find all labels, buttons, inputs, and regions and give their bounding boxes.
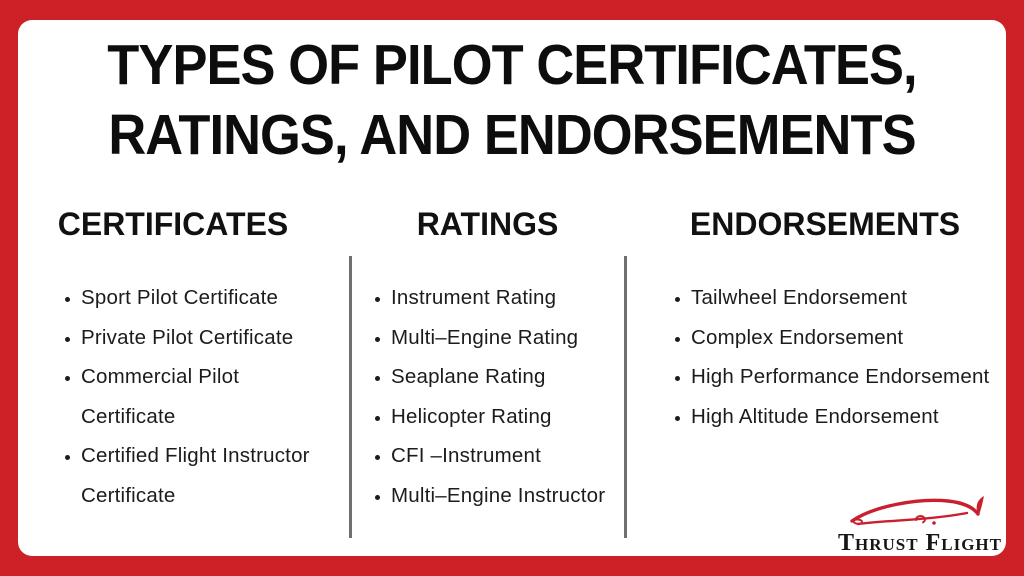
endorsements-list — [672, 278, 997, 436]
list-item: • Commercial Pilot Certificate — [81, 357, 330, 436]
list-item: • High Performance Endorsement — [691, 357, 997, 397]
list-item: • Complex Endorsement — [691, 318, 997, 358]
column-header-endorsements: ENDORSEMENTS — [689, 206, 961, 242]
list-item: • Seaplane Rating — [391, 357, 617, 397]
airplane-swoosh-icon — [846, 494, 986, 532]
list-item: • CFI –Instrument — [391, 436, 617, 476]
list-item: • Instrument Rating — [391, 278, 617, 318]
list-item: • Multi–Engine Instructor — [391, 476, 617, 516]
column-header-certificates: CERTIFICATES — [57, 206, 289, 242]
logo-brand-text: Thrust Flight — [838, 530, 1002, 556]
content-card — [18, 20, 1006, 556]
page-title-line-1: TYPES OF PILOT CERTIFICATES, — [107, 33, 917, 97]
page-title — [18, 30, 1006, 170]
column-header-ratings: RATINGS — [416, 206, 559, 242]
column-divider — [349, 256, 352, 538]
ratings-list — [372, 278, 617, 515]
list-item: • Sport Pilot Certificate — [81, 278, 330, 318]
list-item: • Private Pilot Certificate — [81, 318, 330, 358]
column-divider — [624, 256, 627, 538]
certificates-list — [62, 278, 330, 515]
list-item: • Helicopter Rating — [391, 397, 617, 437]
thrust-flight-logo — [838, 494, 1002, 556]
list-item: • High Altitude Endorsement — [691, 397, 997, 437]
page-title-line-2: RATINGS, AND ENDORSEMENTS — [108, 103, 916, 167]
list-item: • Tailwheel Endorsement — [691, 278, 997, 318]
list-item: • Multi–Engine Rating — [391, 318, 617, 358]
list-item: • Certified Flight Instructor Certificate — [81, 436, 330, 515]
